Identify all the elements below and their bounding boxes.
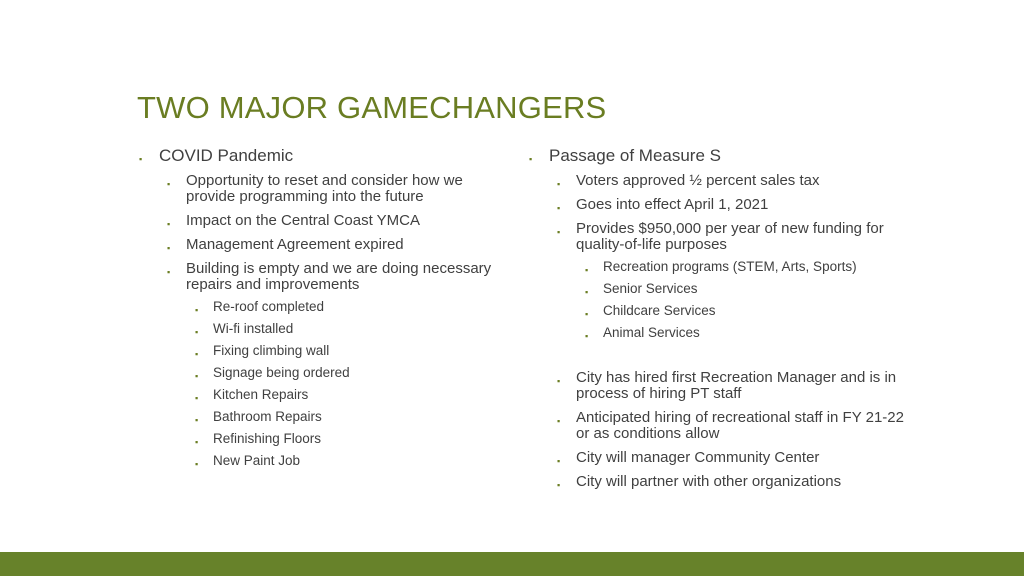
list-item bbox=[528, 325, 908, 341]
list-item bbox=[528, 303, 908, 319]
list-item bbox=[138, 409, 508, 425]
list-item bbox=[138, 453, 508, 469]
list-spacer bbox=[528, 341, 908, 362]
list-item-text: Voters approved ½ percent sales tax bbox=[576, 172, 820, 189]
square-bullet-icon: ▪ bbox=[167, 267, 171, 277]
list-item-text: Impact on the Central Coast YMCA bbox=[186, 212, 420, 229]
list-item bbox=[528, 259, 908, 275]
list-item bbox=[138, 237, 508, 253]
left-column bbox=[138, 143, 508, 469]
square-bullet-icon: ▪ bbox=[195, 305, 199, 315]
list-item-text: City has hired first Recreation Manager and is in process of hiring PT staff bbox=[576, 369, 897, 402]
list-item bbox=[138, 146, 508, 165]
list-item bbox=[528, 450, 908, 466]
list-item bbox=[138, 365, 508, 381]
square-bullet-icon: ▪ bbox=[195, 415, 199, 425]
square-bullet-icon: ▪ bbox=[557, 480, 561, 490]
square-bullet-icon: ▪ bbox=[195, 393, 199, 403]
square-bullet-icon: ▪ bbox=[585, 287, 589, 297]
list-item bbox=[138, 343, 508, 359]
list-item-text: Opportunity to reset and consider how we provide programming into the future bbox=[186, 172, 463, 205]
list-item bbox=[528, 370, 908, 402]
list-item-text: Animal Services bbox=[603, 325, 700, 340]
list-item bbox=[528, 410, 908, 442]
square-bullet-icon: ▪ bbox=[529, 154, 533, 164]
slide-title: TWO MAJOR GAMECHANGERS bbox=[137, 90, 607, 125]
list-item bbox=[528, 146, 908, 165]
square-bullet-icon: ▪ bbox=[167, 219, 171, 229]
square-bullet-icon: ▪ bbox=[585, 265, 589, 275]
list-item-text: Wi-fi installed bbox=[213, 321, 294, 336]
list-item bbox=[138, 299, 508, 315]
list-item-text: New Paint Job bbox=[213, 453, 301, 468]
square-bullet-icon: ▪ bbox=[557, 203, 561, 213]
covid-heading: COVID Pandemic bbox=[159, 146, 294, 165]
list-item-text: City will manager Community Center bbox=[576, 449, 820, 466]
square-bullet-icon: ▪ bbox=[557, 456, 561, 466]
list-item bbox=[528, 221, 908, 253]
square-bullet-icon: ▪ bbox=[139, 154, 143, 164]
square-bullet-icon: ▪ bbox=[195, 349, 199, 359]
list-item-text: Re-roof completed bbox=[213, 299, 325, 314]
list-item bbox=[138, 173, 508, 205]
square-bullet-icon: ▪ bbox=[167, 179, 171, 189]
list-item-text: Anticipated hiring of recreational staff in FY 21-22 or as conditions allow bbox=[576, 409, 904, 442]
list-item-text: Senior Services bbox=[603, 281, 698, 296]
list-item-text: Goes into effect April 1, 2021 bbox=[576, 196, 769, 213]
list-item bbox=[138, 261, 508, 293]
square-bullet-icon: ▪ bbox=[557, 416, 561, 426]
square-bullet-icon: ▪ bbox=[557, 227, 561, 237]
list-item-text: Kitchen Repairs bbox=[213, 387, 309, 402]
list-item-text: City will partner with other organizations bbox=[576, 473, 842, 490]
list-item bbox=[138, 321, 508, 337]
list-item bbox=[528, 173, 908, 189]
measure-s-heading: Passage of Measure S bbox=[549, 146, 721, 165]
list-item bbox=[528, 474, 908, 490]
list-item-text: Signage being ordered bbox=[213, 365, 350, 380]
square-bullet-icon: ▪ bbox=[585, 309, 589, 319]
list-item bbox=[528, 281, 908, 297]
list-item-text: Management Agreement expired bbox=[186, 236, 404, 253]
right-column bbox=[528, 143, 908, 490]
list-item-text: Childcare Services bbox=[603, 303, 716, 318]
list-item bbox=[138, 431, 508, 447]
square-bullet-icon: ▪ bbox=[195, 327, 199, 337]
list-item-text: Building is empty and we are doing necessary repairs and improvements bbox=[186, 260, 492, 293]
square-bullet-icon: ▪ bbox=[585, 331, 589, 341]
list-item-text: Bathroom Repairs bbox=[213, 409, 322, 424]
list-item-text: Refinishing Floors bbox=[213, 431, 322, 446]
footer-accent-bar bbox=[0, 552, 1024, 576]
list-item-text: Fixing climbing wall bbox=[213, 343, 330, 358]
list-item bbox=[138, 387, 508, 403]
list-item bbox=[138, 213, 508, 229]
list-item bbox=[528, 197, 908, 213]
square-bullet-icon: ▪ bbox=[195, 459, 199, 469]
square-bullet-icon: ▪ bbox=[557, 179, 561, 189]
square-bullet-icon: ▪ bbox=[557, 376, 561, 386]
square-bullet-icon: ▪ bbox=[195, 371, 199, 381]
list-item-text: Provides $950,000 per year of new funding for quality-of-life purposes bbox=[576, 220, 884, 253]
list-item-text: Recreation programs (STEM, Arts, Sports) bbox=[603, 259, 857, 274]
square-bullet-icon: ▪ bbox=[167, 243, 171, 253]
square-bullet-icon: ▪ bbox=[195, 437, 199, 447]
